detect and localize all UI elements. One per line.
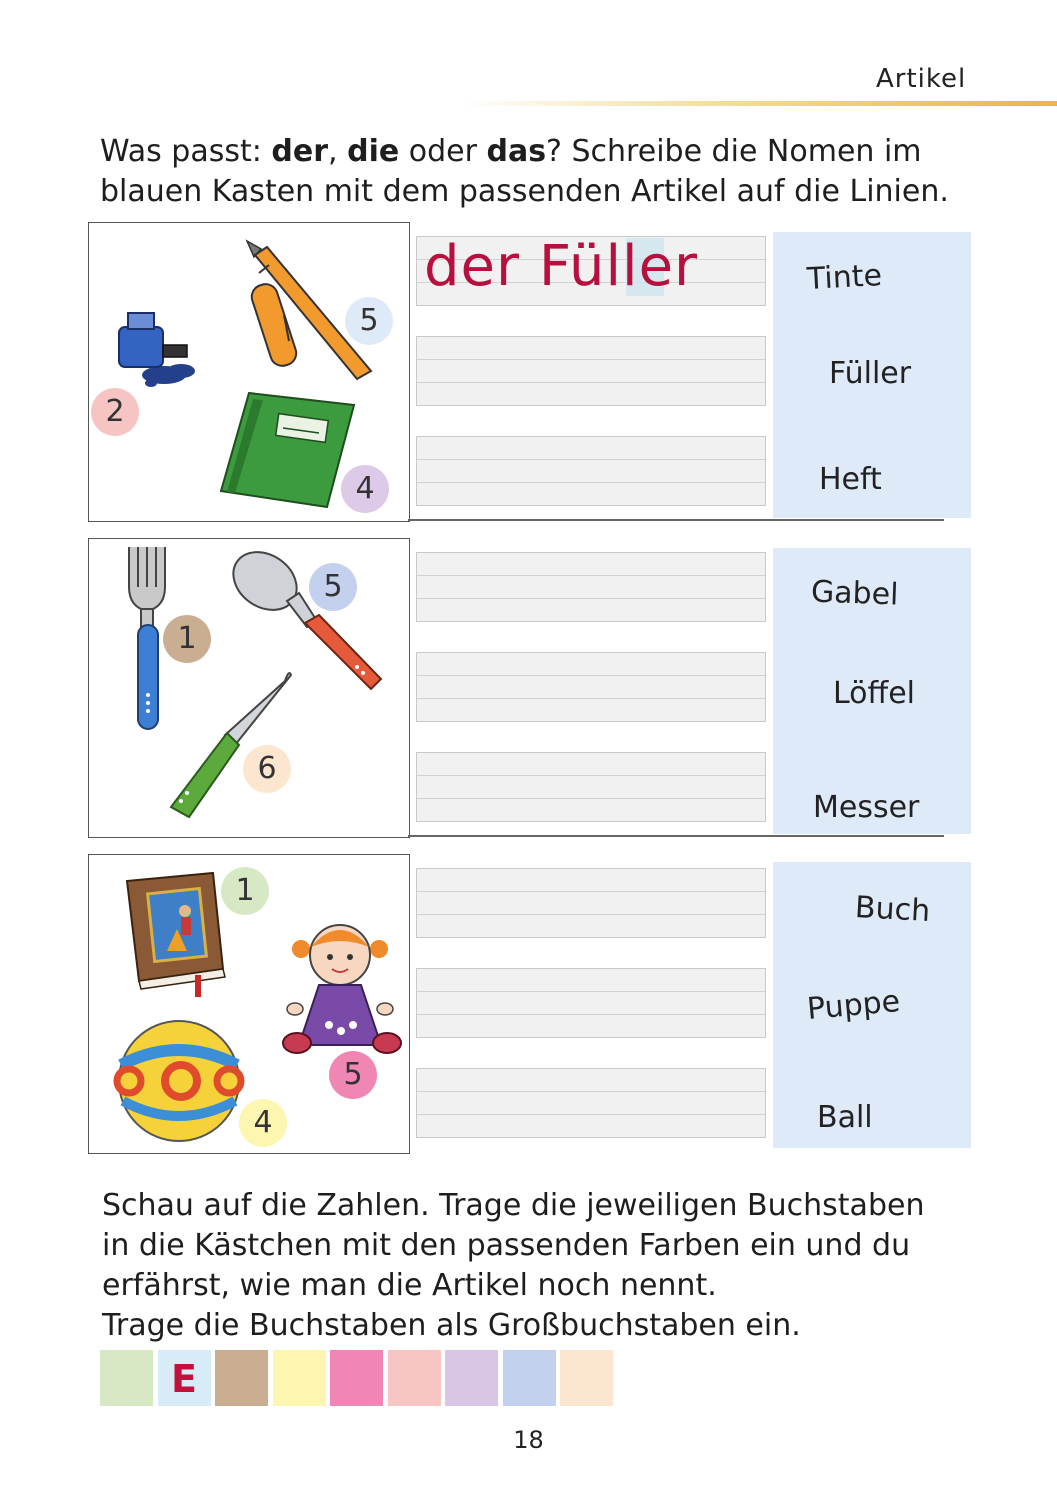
solution-letter-box[interactable]	[503, 1350, 556, 1406]
section-rule	[460, 101, 1057, 106]
instruction-text: ? Schreibe die Nomen im	[546, 134, 922, 169]
exercise-group-writing	[88, 222, 972, 522]
instruction-text: Was passt:	[100, 134, 272, 169]
number-badge: 2	[91, 388, 139, 436]
solution-letter-box[interactable]: E	[158, 1350, 211, 1406]
solution-letter-box[interactable]	[388, 1350, 441, 1406]
instruction-line: blauen Kasten mit dem passenden Artikel auf die Linien.	[100, 174, 949, 209]
word-panel	[773, 232, 971, 518]
number-badge: 1	[163, 615, 211, 663]
solution-letter-box[interactable]	[100, 1350, 153, 1406]
writing-lines[interactable]	[416, 652, 766, 722]
noun-word: Puppe	[805, 984, 902, 1027]
number-badge: 6	[243, 745, 291, 793]
noun-word: Löffel	[833, 676, 916, 711]
divider-line	[408, 519, 944, 521]
picture-box	[88, 854, 410, 1154]
number-badge: 5	[309, 563, 357, 611]
instruction-line: erfährst, wie man die Artikel noch nennt.	[102, 1268, 717, 1303]
task-instruction	[100, 132, 949, 212]
example-answer: der Füller	[424, 234, 699, 299]
exercise-group-cutlery	[88, 538, 972, 838]
spoon-icon	[222, 540, 381, 689]
divider-line	[408, 835, 944, 837]
cutlery-illustration	[89, 539, 409, 837]
ink-bottle-icon	[119, 313, 195, 387]
exercise-group-toys	[88, 854, 972, 1154]
ball-icon	[117, 1021, 241, 1141]
writing-lines[interactable]	[416, 336, 766, 406]
instruction-line: Trage die Buchstaben als Großbuchstaben ein.	[102, 1308, 801, 1343]
number-badge: 4	[239, 1099, 287, 1147]
noun-word: Buch	[854, 890, 931, 929]
noun-word: Messer	[813, 790, 920, 825]
word-panel	[773, 862, 971, 1148]
solution-letter-box[interactable]	[445, 1350, 498, 1406]
picture-box	[88, 222, 410, 522]
number-badge: 4	[341, 465, 389, 513]
solution-letter-box[interactable]	[273, 1350, 326, 1406]
number-badge: 1	[221, 867, 269, 915]
writing-lines[interactable]	[416, 1068, 766, 1138]
noun-word: Heft	[819, 462, 882, 497]
section-label: Artikel	[876, 64, 967, 94]
writing-lines[interactable]	[416, 752, 766, 822]
writing-lines[interactable]	[416, 436, 766, 506]
instruction-separator: oder	[399, 134, 487, 169]
writing-lines[interactable]	[416, 968, 766, 1038]
writing-lines[interactable]	[416, 552, 766, 622]
article-das: das	[486, 134, 547, 169]
number-badge: 5	[329, 1051, 377, 1099]
solution-letter-box[interactable]	[560, 1350, 613, 1406]
instruction-line: Schau auf die Zahlen. Trage die jeweiligen Buchstaben	[102, 1188, 925, 1223]
noun-word: Ball	[817, 1100, 873, 1135]
page-number: 18	[513, 1426, 544, 1454]
article-der: der	[271, 134, 329, 169]
doll-icon	[283, 925, 401, 1053]
fork-icon	[129, 547, 165, 729]
writing-lines[interactable]	[416, 868, 766, 938]
word-panel	[773, 548, 971, 834]
instruction-separator: ,	[328, 134, 348, 169]
notebook-icon	[221, 393, 354, 507]
noun-word: Füller	[829, 356, 912, 391]
number-badge: 5	[345, 297, 393, 345]
task-instruction-2	[102, 1186, 924, 1346]
article-die: die	[347, 134, 400, 169]
noun-word: Gabel	[810, 574, 900, 613]
book-icon	[127, 873, 225, 997]
instruction-line: in die Kästchen mit den passenden Farben ein und du	[102, 1228, 911, 1263]
picture-box	[88, 538, 410, 838]
noun-word: Tinte	[806, 258, 883, 297]
solution-letter-box[interactable]	[330, 1350, 383, 1406]
solution-letter-box[interactable]	[215, 1350, 268, 1406]
